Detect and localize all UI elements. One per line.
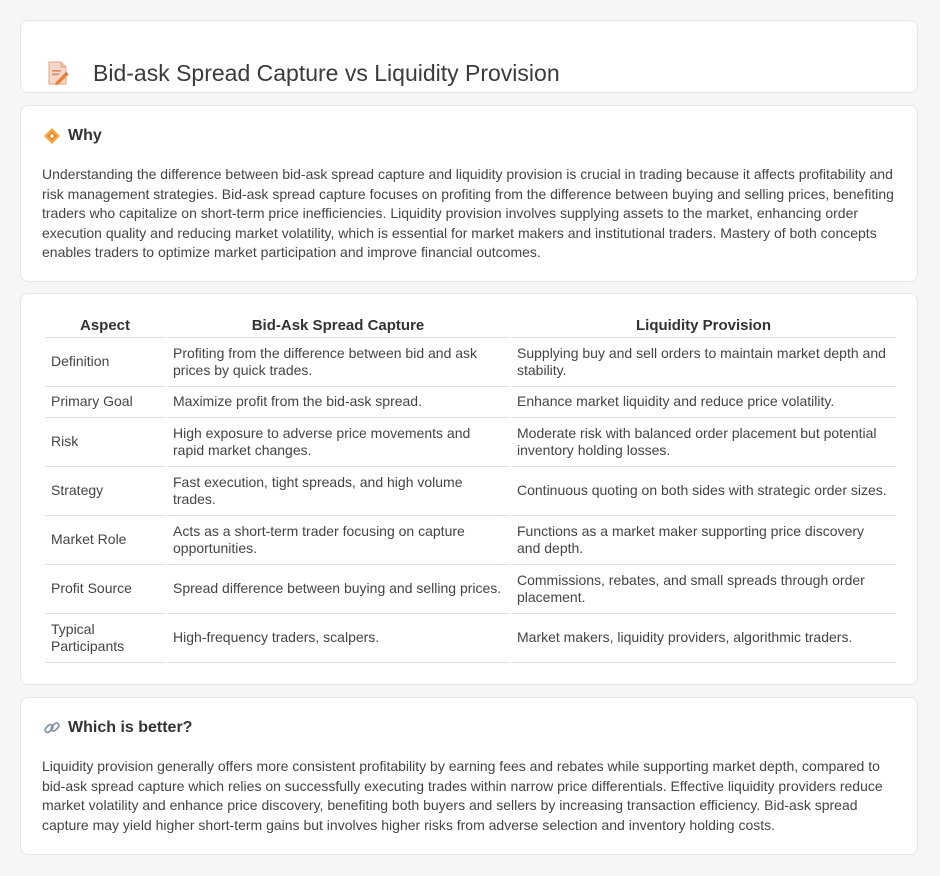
aspect-cell: Typical Participants: [45, 614, 165, 663]
liquidity-provision-cell: Supplying buy and sell orders to maintain market depth and stability.: [511, 338, 896, 387]
aspect-cell: Market Role: [45, 516, 165, 565]
aspect-cell: Risk: [45, 418, 165, 467]
page-title: Bid-ask Spread Capture vs Liquidity Provision: [93, 60, 560, 87]
liquidity-provision-cell: Market makers, liquidity providers, algorithmic traders.: [511, 614, 896, 663]
comparison-table-card: [20, 293, 918, 685]
table-row: [45, 338, 896, 387]
link-icon: [43, 719, 61, 737]
liquidity-provision-cell: Moderate risk with balanced order placement but potential inventory holding losses.: [511, 418, 896, 467]
liquidity-provision-cell: Functions as a market maker supporting price discovery and depth.: [511, 516, 896, 565]
which-is-better-section: [20, 697, 918, 855]
document-pencil-icon: [47, 60, 69, 86]
liquidity-provision-cell: Commissions, rebates, and small spreads through order placement.: [511, 565, 896, 614]
table-row: [45, 467, 896, 516]
aspect-cell: Definition: [45, 338, 165, 387]
title-card: [20, 20, 918, 93]
why-heading-row: [43, 127, 102, 145]
spread-capture-cell: High-frequency traders, scalpers.: [167, 614, 509, 663]
table-row: [45, 516, 896, 565]
spread-capture-cell: Profiting from the difference between bid and ask prices by quick trades.: [167, 338, 509, 387]
header-liquidity-provision: Liquidity Provision: [511, 314, 896, 338]
better-paragraph: Liquidity provision generally offers more consistent profitability by earning fees and rebates while supporting market depth, compared to bid-ask spread capture which relies on successfully executing trades within narrow price differentials. Effective liquidity providers reduce market volatility and enhance price discovery, benefiting both buyers and sellers by increasing transaction efficiency. Bid-ask spread capture may yield higher short-term gains but involves higher risks from adverse selection and inventory holding costs.: [42, 758, 883, 833]
better-heading: Which is better?: [68, 719, 193, 736]
title-row: [47, 44, 560, 103]
table-row: [45, 614, 896, 663]
spread-capture-cell: Acts as a short-term trader focusing on capture opportunities.: [167, 516, 509, 565]
liquidity-provision-cell: Enhance market liquidity and reduce price volatility.: [511, 387, 896, 418]
spread-capture-cell: High exposure to adverse price movements and rapid market changes.: [167, 418, 509, 467]
why-heading: Why: [68, 127, 102, 144]
comparison-table: [43, 314, 898, 663]
better-heading-row: [43, 719, 192, 737]
spread-capture-cell: Fast execution, tight spreads, and high volume trades.: [167, 467, 509, 516]
spread-capture-cell: Spread difference between buying and selling prices.: [167, 565, 509, 614]
liquidity-provision-cell: Continuous quoting on both sides with strategic order sizes.: [511, 467, 896, 516]
aspect-cell: Primary Goal: [45, 387, 165, 418]
table-row: [45, 565, 896, 614]
aspect-cell: Strategy: [45, 467, 165, 516]
table-header-row: [45, 314, 896, 338]
header-bid-ask-spread-capture: Bid-Ask Spread Capture: [167, 314, 509, 338]
why-section: [20, 105, 918, 282]
diamond-icon: [43, 127, 61, 145]
table-row: [45, 418, 896, 467]
spread-capture-cell: Maximize profit from the bid-ask spread.: [167, 387, 509, 418]
header-aspect: Aspect: [45, 314, 165, 338]
table-row: [45, 387, 896, 418]
why-paragraph: Understanding the difference between bid-ask spread capture and liquidity provision is crucial in trading because it affects profitability and risk management strategies. Bid-ask spread capture focuses on profiting from the difference between buying and selling prices, benefiting traders who capitalize on short-term price inefficiencies. Liquidity provision involves supplying assets to the market, enhancing order execution quality and reducing market volatility, which is essential for market makers and institutional traders. Mastery of both concepts enables traders to optimize market participation and improve financial outcomes.: [42, 166, 894, 261]
aspect-cell: Profit Source: [45, 565, 165, 614]
